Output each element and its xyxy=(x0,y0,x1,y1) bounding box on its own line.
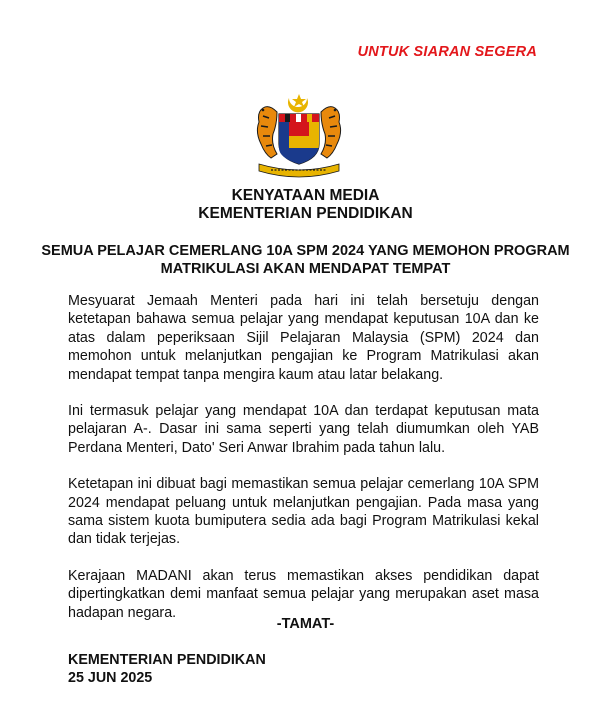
end-mark: -TAMAT- xyxy=(276,616,335,632)
malaysia-coat-of-arms-icon xyxy=(243,92,355,180)
media-statement-heading: KENYATAAN MEDIA xyxy=(231,187,380,204)
ministry-heading: KEMENTERIAN PENDIDIKAN xyxy=(198,205,413,222)
press-headline: SEMUA PELAJAR CEMERLANG 10A SPM 2024 YANG MEMOHON PROGRAM MATRIKULASI AKAN MENDAPAT TEMPAT xyxy=(41,243,570,277)
press-body xyxy=(68,292,539,640)
signature-org: KEMENTERIAN PENDIDIKAN xyxy=(68,652,266,668)
signature-date: 25 JUN 2025 xyxy=(68,670,153,686)
release-tag: UNTUK SIARAN SEGERA xyxy=(357,44,537,60)
body-paragraph: Kerajaan MADANI akan terus memastikan akses pendidikan dapat dipertingkatkan demi manfaat semua pelajar yang merupakan aset masa hadapan negara. xyxy=(68,567,539,621)
body-paragraph: Ini termasuk pelajar yang mendapat 10A dan terdapat keputusan mata pelajaran A-. Dasar ini sama seperti yang telah diumumkan oleh YAB Perdana Menteri, Dato' Seri Anwar Ibrahim pada tahun lalu. xyxy=(68,403,539,456)
body-paragraph: Ketetapan ini dibuat bagi memastikan semua pelajar cemerlang 10A SPM 2024 mendapat peluang untuk melanjutkan pengajian. Pada masa yang sama sistem kuota bumiputera sedia ada bagi Program Matrikulasi kekal dan tidak terjejas. xyxy=(68,476,539,548)
signature-block xyxy=(68,651,266,687)
body-paragraph: Mesyuarat Jemaah Menteri pada hari ini telah bersetuju dengan ketetapan bahawa semua pelajar yang mendapat keputusan 10A dan ke atas dalam peperiksaan Sijil Pelajaran Malaysia (SPM) 2024 dan memohon untuk melanjutkan pengajian ke Program Matrikulasi akan mendapat tempat tanpa mengira kaum atau latar belakang. xyxy=(68,293,539,383)
